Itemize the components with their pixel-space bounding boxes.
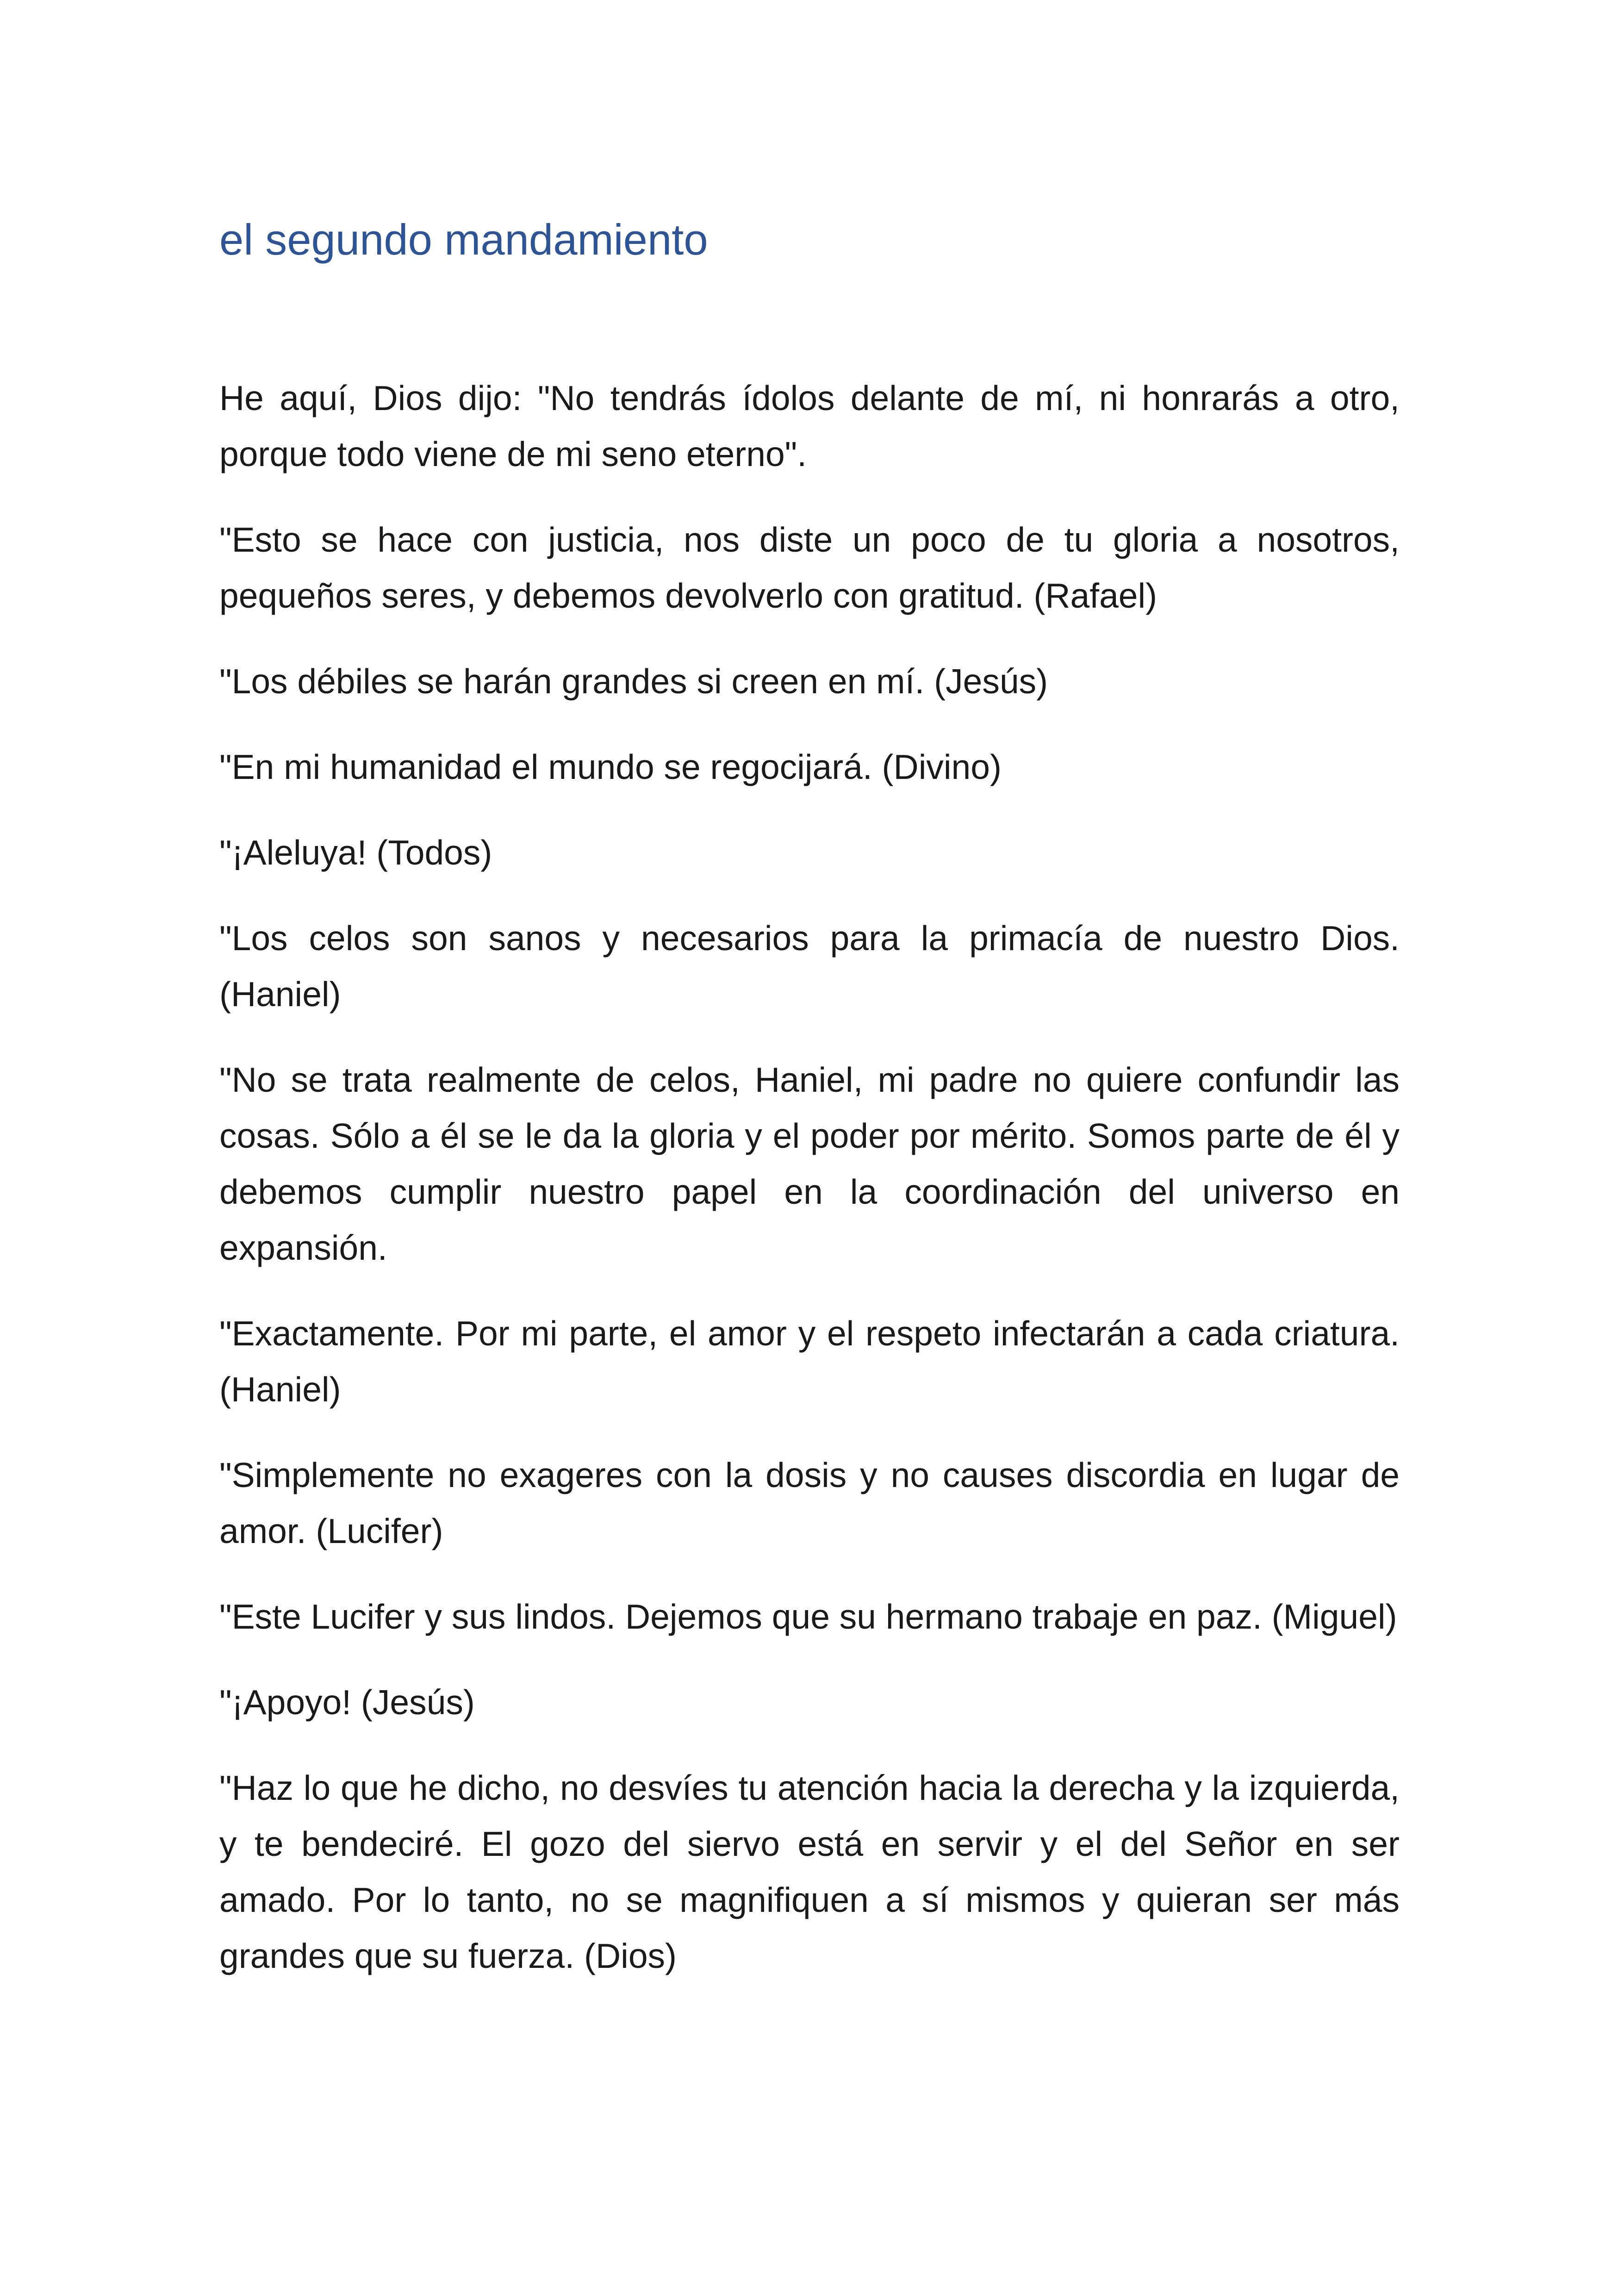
paragraph: "No se trata realmente de celos, Haniel, mi padre no quiere confundir las cosas. Sólo a él se le da la gloria y el poder por mérito. Somos parte de él y debemos cumplir nuestro papel en la coordinación del universo en expansión.	[219, 1060, 1400, 1267]
document-body	[219, 370, 1400, 2014]
paragraph: He aquí, Dios dijo: "No tendrás ídolos delante de mí, ni honrarás a otro, porque todo viene de mi seno eterno".	[219, 379, 1400, 473]
paragraph: "Exactamente. Por mi parte, el amor y el respeto infectarán a cada criatura. (Haniel)	[219, 1314, 1400, 1409]
paragraph: "Esto se hace con justicia, nos diste un poco de tu gloria a nosotros, pequeños seres, y debemos devolverlo con gratitud. (Rafael)	[219, 520, 1400, 615]
paragraph: "Haz lo que he dicho, no desvíes tu atención hacia la derecha y la izquierda, y te bendeciré. El gozo del siervo está en servir y el del Señor en ser amado. Por lo tanto, no se magnifiquen a sí mismos y quieran ser más grandes que su fuerza. (Dios)	[219, 1768, 1400, 1975]
paragraph: "¡Apoyo! (Jesús)	[219, 1683, 475, 1722]
page-title: el segundo mandamiento	[219, 215, 708, 264]
paragraph: "Los celos son sanos y necesarios para la primacía de nuestro Dios. (Haniel)	[219, 919, 1400, 1014]
paragraph: "Este Lucifer y sus lindos. Dejemos que su hermano trabaje en paz. (Miguel)	[219, 1597, 1397, 1636]
paragraph: "En mi humanidad el mundo se regocijará. (Divino)	[219, 747, 1002, 786]
paragraph: "Los débiles se harán grandes si creen en mí. (Jesús)	[219, 662, 1048, 701]
paragraph: "¡Aleluya! (Todos)	[219, 833, 492, 872]
paragraph: "Simplemente no exageres con la dosis y no causes discordia en lugar de amor. (Lucifer)	[219, 1456, 1400, 1550]
